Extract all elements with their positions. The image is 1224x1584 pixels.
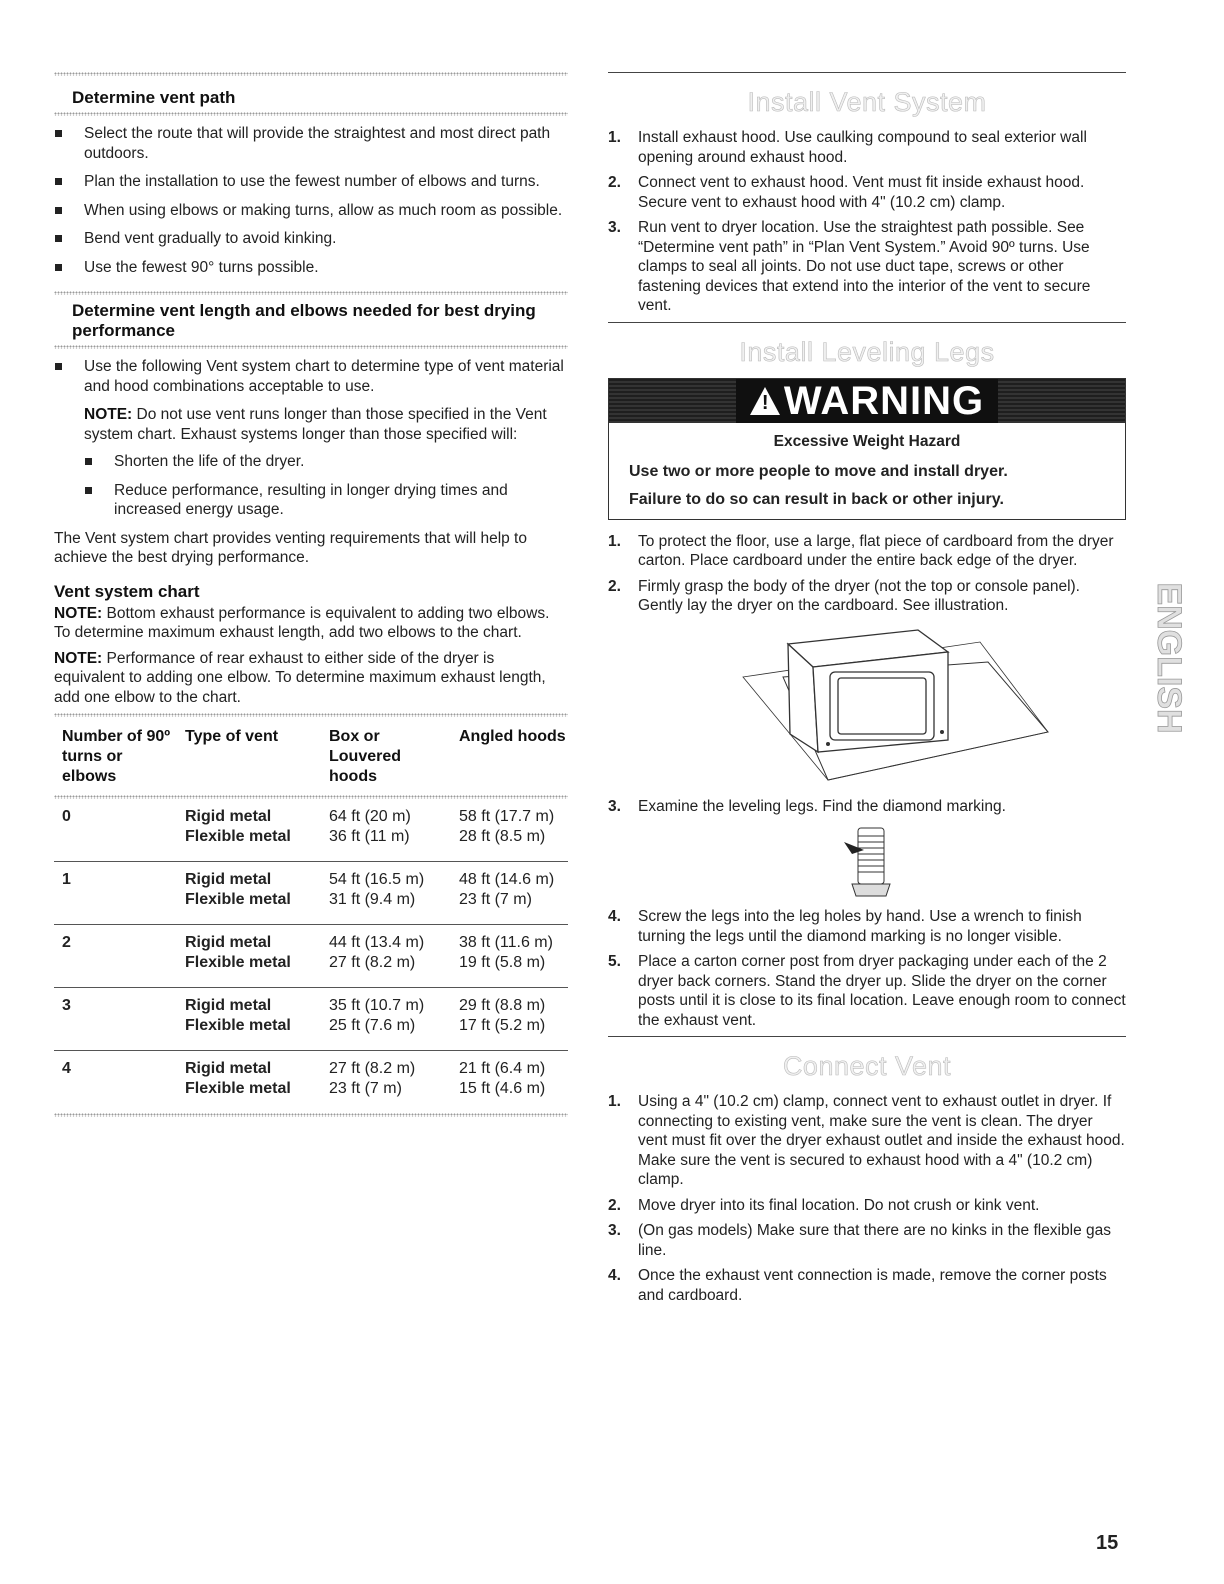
step-item xyxy=(608,1196,1126,1216)
step-number: 4. xyxy=(608,908,621,925)
leveling-steps-final xyxy=(608,907,1126,1030)
length-value: 58 ft (17.7 m) xyxy=(459,808,555,825)
step-number: 5. xyxy=(608,953,621,970)
connect-vent-title: Connect Vent xyxy=(782,1051,952,1081)
step-text: Move dryer into its final location. Do not crush or kink vent. xyxy=(638,1196,1040,1214)
length-value: 31 ft (9.4 m) xyxy=(329,891,416,908)
leg-hole-icon xyxy=(940,730,944,734)
language-side-tab xyxy=(1150,560,1189,756)
step-item xyxy=(608,577,1126,616)
length-value: 27 ft (8.2 m) xyxy=(329,954,416,971)
right-column xyxy=(608,72,1126,1311)
warning-line: Failure to do so can result in back or other injury. xyxy=(629,490,1004,508)
step-text: Examine the leveling legs. Find the diamond marking. xyxy=(638,797,1006,815)
vent-length-heading: Determine vent length and elbows needed for best drying performance xyxy=(72,301,536,340)
dotted-divider xyxy=(54,713,568,717)
vent-type: Rigid metal xyxy=(185,1060,272,1077)
step-number: 2. xyxy=(608,174,621,191)
dotted-divider xyxy=(54,345,568,349)
note-label: NOTE: xyxy=(84,406,133,423)
step-text: Install exhaust hood. Use caulking compound to seal exterior wall opening around exhaust hood. xyxy=(638,129,1087,166)
vent-type: Flexible metal xyxy=(185,954,291,971)
vent-type: Rigid metal xyxy=(185,808,272,825)
length-value: 64 ft (20 m) xyxy=(329,808,411,825)
length-value: 27 ft (8.2 m) xyxy=(329,1060,416,1077)
consequence-list xyxy=(84,452,568,520)
list-item: When using elbows or making turns, allow as much room as possible. xyxy=(54,201,568,221)
step-number: 1. xyxy=(608,532,621,550)
left-column xyxy=(54,72,568,1117)
step-text: Firmly grasp the body of the dryer (not the top or console panel). Gently lay the dryer on the cardboard. See illustration. xyxy=(638,577,1080,614)
list-item: Bend vent gradually to avoid kinking. xyxy=(54,229,568,249)
list-item: Plan the installation to use the fewest number of elbows and turns. xyxy=(54,172,568,192)
step-item xyxy=(608,128,1126,167)
list-item: Select the route that will provide the straightest and most direct path outdoors. xyxy=(54,124,568,163)
leveling-leg-illustration xyxy=(608,822,1126,902)
step-item xyxy=(608,218,1126,316)
leveling-step-3 xyxy=(608,797,1126,817)
vent-type: Flexible metal xyxy=(185,1080,291,1097)
column-header: Type of vent xyxy=(185,728,279,745)
note-block xyxy=(54,405,568,520)
length-value: 21 ft (6.4 m) xyxy=(459,1060,546,1077)
leg-hole-icon xyxy=(826,742,830,746)
turns-cell: 1 xyxy=(54,862,177,925)
step-number: 1. xyxy=(608,129,621,146)
step-text: Once the exhaust vent connection is made, remove the corner posts and cardboard. xyxy=(638,1267,1107,1304)
step-item xyxy=(608,952,1126,1030)
step-text: Run vent to dryer location. Use the straightest path possible. See “Determine vent path” in “Plan Vent System.” Avoid 90º turns. Use clamps to seal all joints. Do not use duct tape, screws or other fastening devices that extend into the interior of the vent to secure vent. xyxy=(638,219,1091,314)
length-value: 35 ft (10.7 m) xyxy=(329,997,425,1014)
step-text: To protect the floor, use a large, flat piece of cardboard from the dryer carton. Place cardboard under the entire back edge of the dryer. xyxy=(638,532,1114,569)
chart-summary: The Vent system chart provides venting requirements that will help to achieve the best drying performance. xyxy=(54,529,527,566)
note-text: Bottom exhaust performance is equivalent to adding two elbows. To determine maximum exhaust length, add two elbows to the chart. xyxy=(54,604,550,641)
leveling-legs-title: Install Leveling Legs xyxy=(739,336,995,367)
step-text: Connect vent to exhaust hood. Vent must fit inside exhaust hood. Secure vent to exhaust hood with 4" (10.2 cm) clamp. xyxy=(638,174,1085,211)
step-number: 3. xyxy=(608,1222,621,1239)
list-item: Shorten the life of the dryer. xyxy=(84,452,568,472)
step-item xyxy=(608,1221,1126,1260)
warning-title: Excessive Weight Hazard xyxy=(773,432,961,450)
step-item xyxy=(608,907,1126,946)
vent-type: Rigid metal xyxy=(185,934,272,951)
dotted-divider xyxy=(54,112,568,116)
dotted-divider xyxy=(54,72,568,76)
dotted-divider xyxy=(54,1113,568,1117)
length-value: 28 ft (8.5 m) xyxy=(459,828,546,845)
turns-cell: 2 xyxy=(54,925,177,988)
vent-length-list xyxy=(54,357,568,396)
length-value: 54 ft (16.5 m) xyxy=(329,871,425,888)
table-row xyxy=(54,1051,568,1114)
note-text: Do not use vent runs longer than those specified in the Vent system chart. Exhaust systems longer than those specified will: xyxy=(84,406,547,443)
table-row xyxy=(54,925,568,988)
table-row xyxy=(54,988,568,1051)
column-header: Box or Louvered hoods xyxy=(329,728,402,785)
vent-type: Rigid metal xyxy=(185,871,272,888)
turns-cell: 0 xyxy=(54,799,177,862)
warning-box xyxy=(608,378,1126,520)
length-value: 25 ft (7.6 m) xyxy=(329,1017,416,1034)
warning-banner xyxy=(609,379,1125,423)
list-item: Reduce performance, resulting in longer drying times and increased energy usage. xyxy=(84,481,568,520)
vent-type: Flexible metal xyxy=(185,1017,291,1034)
length-value: 38 ft (11.6 m) xyxy=(459,934,553,951)
vent-system-table xyxy=(54,723,568,1117)
step-item xyxy=(608,1266,1126,1305)
length-value: 23 ft (7 m) xyxy=(329,1080,402,1097)
step-text: Screw the legs into the leg holes by hand. Use a wrench to finish turning the legs until the diamond marking is no longer visible. xyxy=(638,908,1082,945)
step-text: Place a carton corner post from dryer packaging under each of the 2 dryer back corners. Stand the dryer up. Slide the dryer on the corner posts until it is close to its final location. Leave enough room to connect the exhaust vent. xyxy=(638,953,1126,1029)
warning-triangle-icon: ! xyxy=(750,387,780,415)
section-rule xyxy=(608,322,1126,323)
warning-line: Use two or more people to move and install dryer. xyxy=(629,462,1008,480)
list-item: Use the following Vent system chart to determine type of vent material and hood combinations acceptable to use. xyxy=(54,357,568,396)
vent-type: Rigid metal xyxy=(185,997,272,1014)
vent-type: Flexible metal xyxy=(185,891,291,908)
step-item xyxy=(608,532,1126,571)
vent-chart-heading: Vent system chart xyxy=(54,581,200,601)
section-rule xyxy=(608,1036,1126,1037)
length-value: 48 ft (14.6 m) xyxy=(459,871,555,888)
turns-cell: 4 xyxy=(62,1060,71,1077)
vent-path-heading: Determine vent path xyxy=(72,88,236,107)
warning-pill xyxy=(736,379,998,423)
dryer-on-cardboard-illustration xyxy=(608,622,1126,792)
length-value: 19 ft (5.8 m) xyxy=(459,954,546,971)
list-item: Use the fewest 90° turns possible. xyxy=(54,258,568,278)
length-value: 44 ft (13.4 m) xyxy=(329,934,425,951)
section-rule xyxy=(608,72,1126,73)
note-label: NOTE: xyxy=(54,604,103,622)
leveling-steps xyxy=(608,532,1126,616)
step-number: 2. xyxy=(608,577,621,595)
note-label: NOTE: xyxy=(54,649,103,667)
column-header: Angled hoods xyxy=(459,728,566,745)
dotted-divider xyxy=(54,291,568,295)
step-item xyxy=(608,1092,1126,1190)
length-value: 15 ft (4.6 m) xyxy=(459,1080,546,1097)
table-header-row xyxy=(54,723,568,795)
table-row xyxy=(54,799,568,862)
page-number: 15 xyxy=(1096,1532,1119,1554)
table-row xyxy=(54,862,568,925)
length-value: 17 ft (5.2 m) xyxy=(459,1017,546,1034)
length-value: 36 ft (11 m) xyxy=(329,828,410,845)
step-item xyxy=(608,797,1126,817)
note-text: Performance of rear exhaust to either side of the dryer is equivalent to adding one elbow. To determine maximum exhaust length, add one elbow to the chart. xyxy=(54,649,546,706)
step-number: 2. xyxy=(608,1196,621,1214)
side-tab-label: ENGLISH xyxy=(1150,582,1189,734)
step-text: Using a 4" (10.2 cm) clamp, connect vent to exhaust outlet in dryer. If connecting to existing vent, make sure the vent is clean. The dryer vent must fit over the dryer exhaust outlet and inside the exhaust hood. Make sure the vent is secured to exhaust hood with a 4" (10.2 cm) clamp. xyxy=(638,1093,1125,1188)
column-header: Number of 90º turns or elbows xyxy=(62,728,171,785)
vent-type: Flexible metal xyxy=(185,828,291,845)
step-number: 1. xyxy=(608,1093,621,1110)
length-value: 29 ft (8.8 m) xyxy=(459,997,546,1014)
warning-label: WARNING xyxy=(783,378,985,423)
step-number: 3. xyxy=(608,219,621,236)
connect-vent-steps xyxy=(608,1092,1126,1305)
length-value: 23 ft (7 m) xyxy=(459,891,532,908)
step-number: 4. xyxy=(608,1267,621,1284)
warning-body xyxy=(609,423,1125,519)
install-vent-title: Install Vent System xyxy=(747,87,987,117)
turns-cell: 3 xyxy=(54,988,177,1051)
step-text: (On gas models) Make sure that there are no kinks in the flexible gas line. xyxy=(638,1222,1111,1259)
install-vent-steps xyxy=(608,128,1126,316)
step-item xyxy=(608,173,1126,212)
vent-path-list xyxy=(54,124,568,277)
step-number: 3. xyxy=(608,797,621,815)
